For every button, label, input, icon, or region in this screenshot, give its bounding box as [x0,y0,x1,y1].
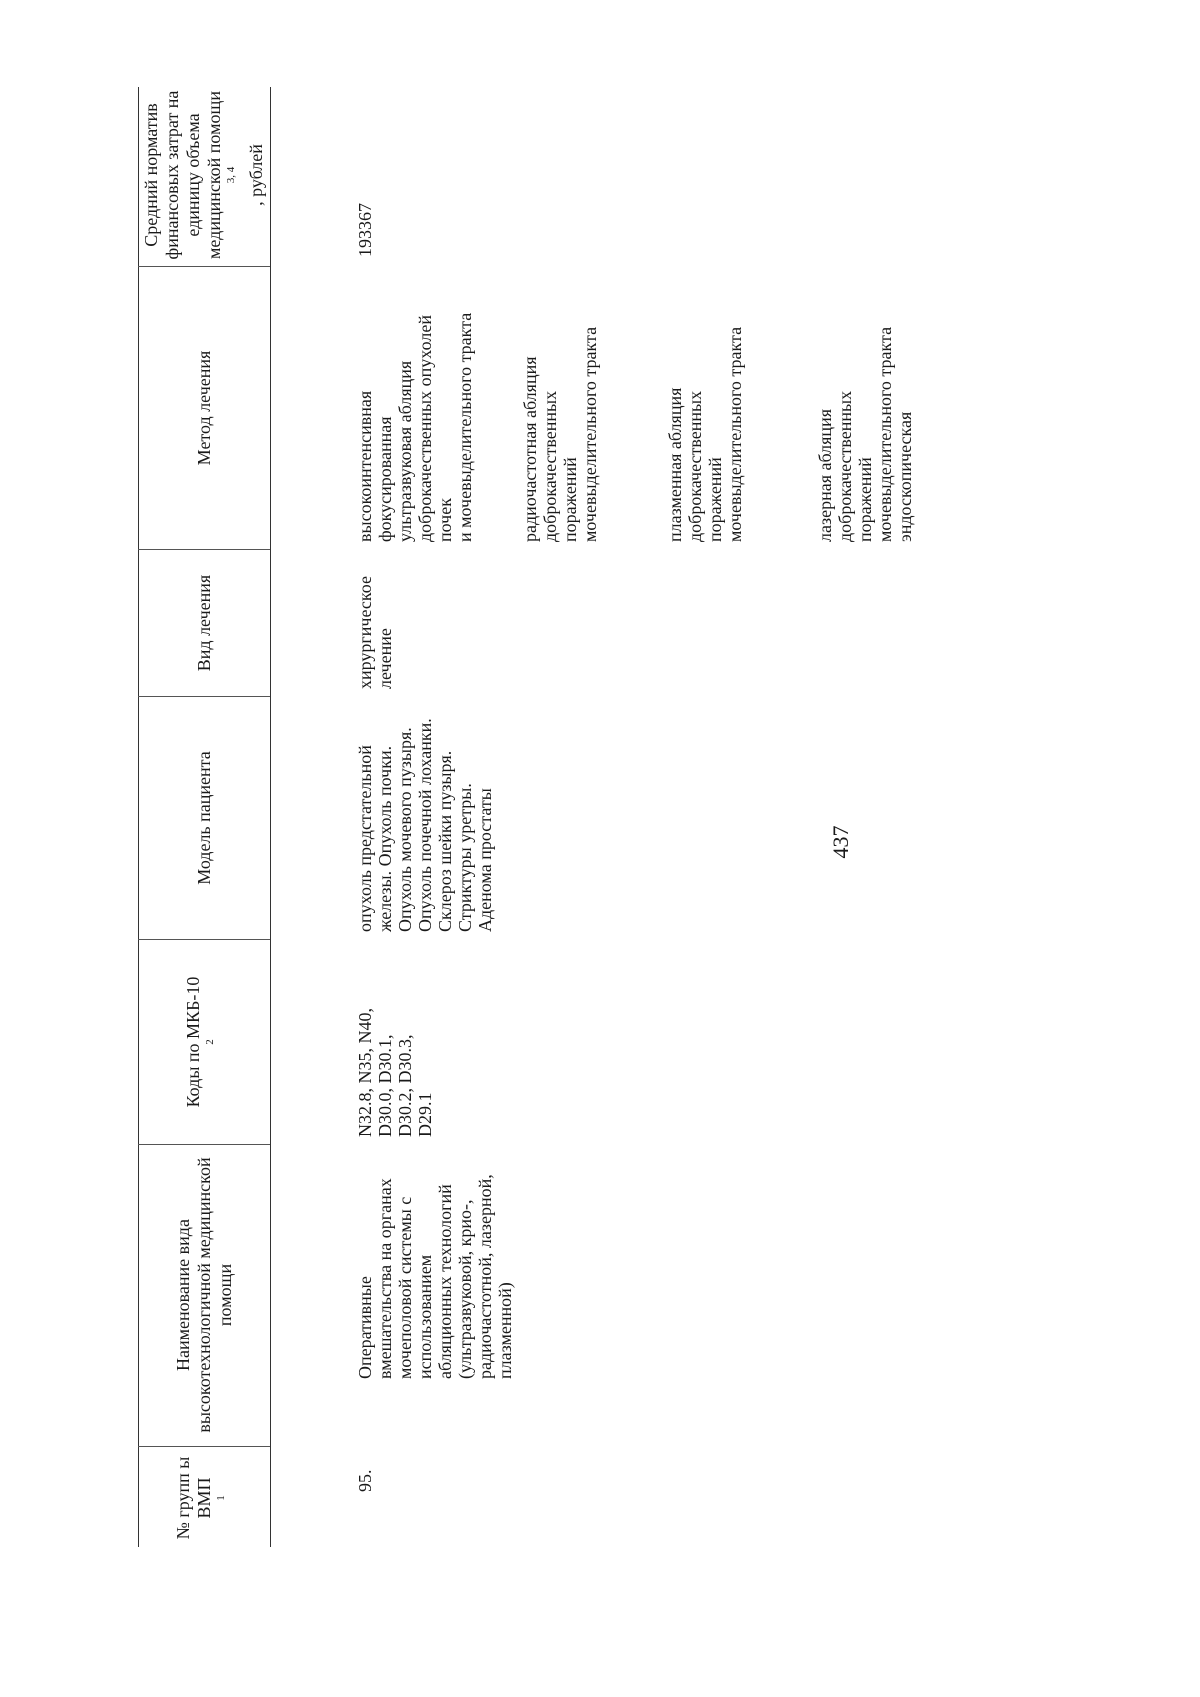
row-icd-codes: N32.8, N35, N40, D30.0, D30.1, D30.2, D30.3, D29.1 [355,1008,435,1137]
row-treatment-method-3: плазменная абляция доброкачественных поражений мочевыделительного тракта [665,326,745,542]
row-treatment-method-2: радиочастотная абляция доброкачественных поражений мочевыделительного тракта [520,326,600,542]
header-icd-codes: Коды по МКБ-10 $^2$ [183,976,216,1108]
header-care-type-name: Наименование вида высокотехнологичной медицинской помощи [172,1157,235,1433]
row-treatment-method-4: лазерная абляция доброкачественных поражений мочевыделительного тракта эндоскопическая [815,326,915,542]
column-divider [138,1144,270,1145]
column-divider [138,696,270,697]
table-top-rule [138,87,139,1547]
header-patient-model: Модель пациента [193,751,214,885]
column-divider [138,266,270,267]
header-treatment-method: Метод лечения [193,350,214,466]
row-care-type-name: Оперативные вмешательства на органах мочеполовой системы с использованием абляционных технологий (ультразвуковой, крио-, радиочастотной, лазерной, плазменной) [355,1174,515,1379]
row-group-number: 95. [355,1469,375,1492]
header-average-cost: Средний норматив финансовых затрат на единицу объема медицинской помощи $^{3, 4}$ , рублей [141,90,266,260]
header-group-number: № групп ы ВМП $^1$ [172,1456,227,1540]
column-divider [138,1446,270,1447]
row-patient-model: опухоль предстательной железы. Опухоль почки. Опухоль мочевого пузыря. Опухоль почечной лоханки. Склероз шейки пузыря. Стриктуры уретры. Аденома простаты [355,718,495,932]
header-treatment-type: Вид лечения [193,574,214,672]
column-divider [138,939,270,940]
header-bottom-rule [270,87,271,1547]
row-treatment-type: хирургическое лечение [355,576,395,689]
row-treatment-method-1: высокоинтенсивная фокусированная ультразвуковая абляция доброкачественных опухолей почек и мочевыделительного тракта [355,312,475,542]
row-average-cost: 193367 [355,203,375,257]
column-divider [138,549,270,550]
page-number: 437 [828,825,853,859]
